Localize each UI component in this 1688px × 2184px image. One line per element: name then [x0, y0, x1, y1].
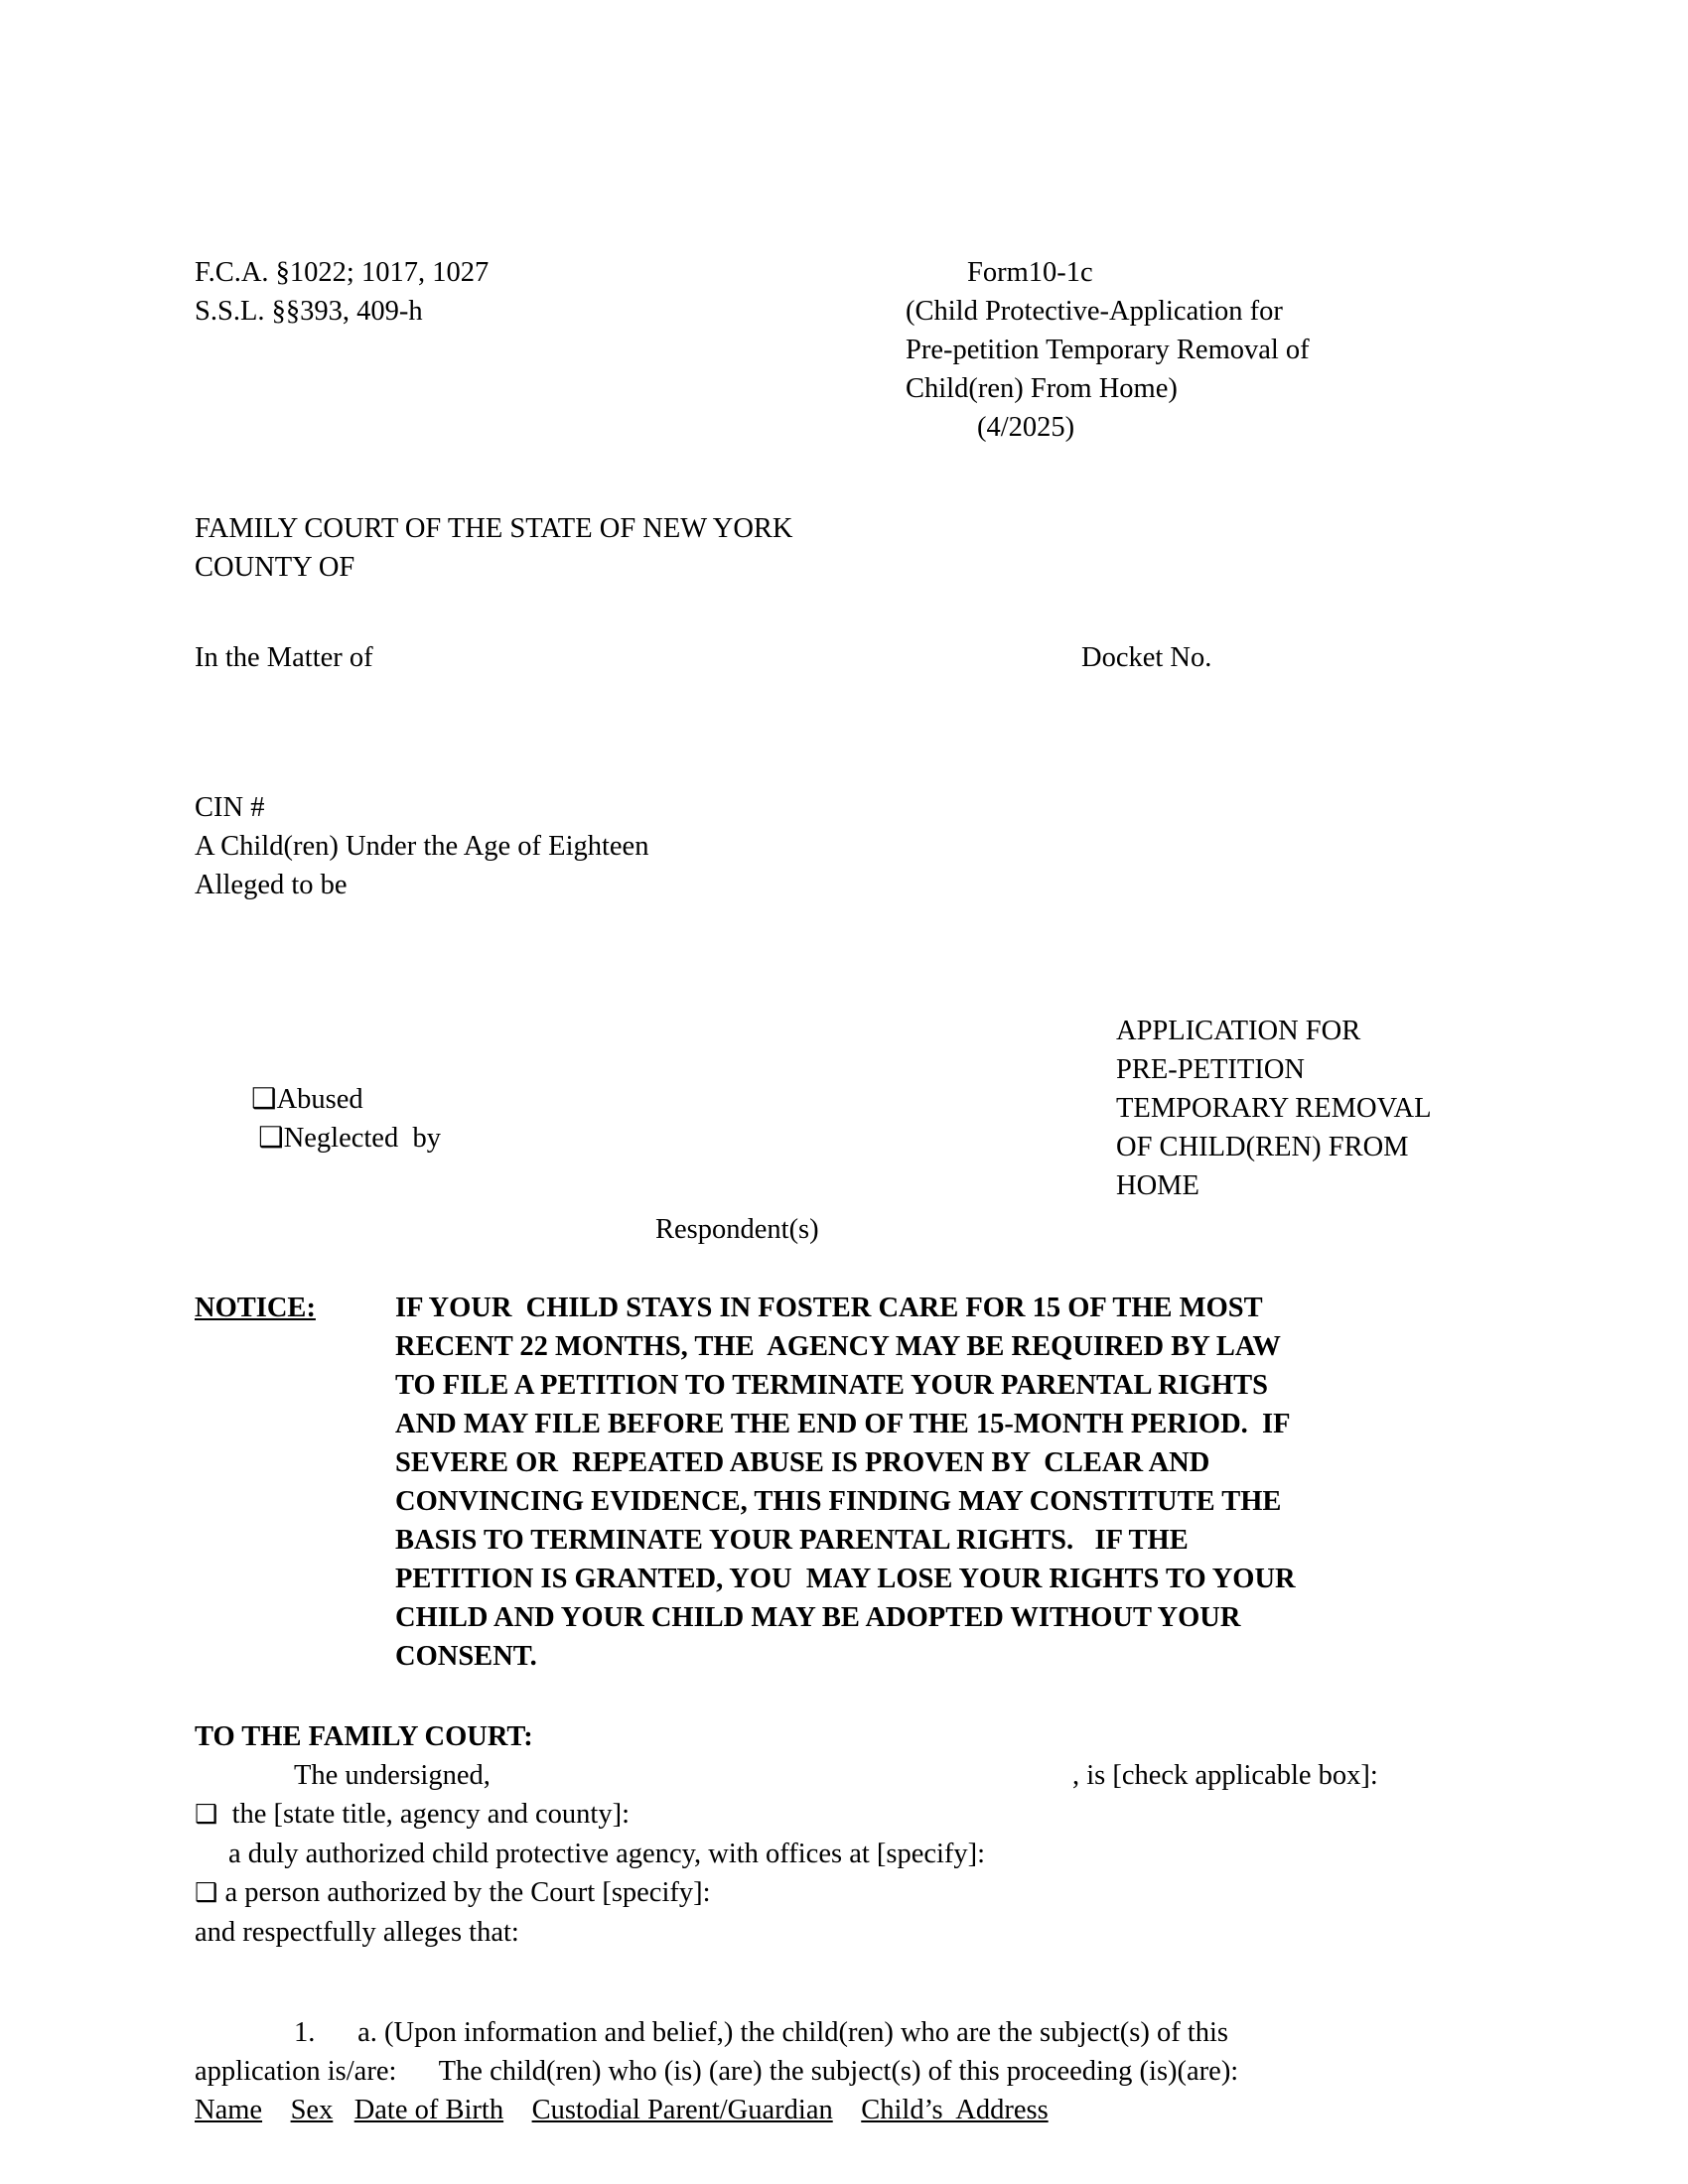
undersigned-label: The undersigned,: [294, 1760, 491, 1791]
notice-line: RECENT 22 MONTHS, THE AGENCY MAY BE REQUIRED BY LAW: [395, 1331, 1281, 1362]
application-title-line-4: OF CHILD(REN) FROM: [1116, 1132, 1409, 1162]
option-1-sub-label: a duly authorized child protective agency, with offices at [specify]:: [228, 1839, 986, 1869]
notice-label: NOTICE:: [195, 1293, 316, 1323]
child-under-age-line: A Child(ren) Under the Age of Eighteen: [195, 831, 649, 862]
county-label: COUNTY OF: [195, 552, 355, 583]
column-header-date-of-birth: Date of Birth: [353, 2095, 504, 2125]
alleged-to-be-line: Alleged to be: [195, 870, 348, 900]
form-identification: [906, 253, 1481, 447]
form-description-line-3: Child(ren) From Home): [906, 373, 1178, 404]
form-description-line-1: (Child Protective-Application for: [906, 296, 1283, 327]
application-title: [1116, 1012, 1493, 1205]
neglected-label: Neglected: [283, 1123, 399, 1154]
form-number: Form10-1c: [967, 257, 1093, 288]
application-title-line-2: PRE-PETITION: [1116, 1054, 1305, 1085]
check-applicable-box-label: , is [check applicable box]:: [1072, 1760, 1378, 1791]
notice-line: CHILD AND YOUR CHILD MAY BE ADOPTED WITHOUT YOUR: [395, 1602, 1241, 1633]
form-sheet: [195, 253, 1476, 2129]
by-label: by: [412, 1123, 441, 1154]
option-2-checkbox[interactable]: ❑: [195, 1878, 218, 1908]
in-the-matter-of-label: In the Matter of: [195, 642, 373, 673]
allegation-and-title-row: [195, 1012, 1476, 1206]
statute-line-fca: F.C.A. §1022; 1017, 1027: [195, 257, 490, 288]
alleges-line: and respectfully alleges that:: [195, 1917, 519, 1948]
notice-line: BASIS TO TERMINATE YOUR PARENTAL RIGHTS. IF THE: [395, 1525, 1189, 1556]
notice-line: CONVINCING EVIDENCE, THIS FINDING MAY CONSTITUTE THE: [395, 1486, 1282, 1517]
notice-line: TO FILE A PETITION TO TERMINATE YOUR PARENTAL RIGHTS: [395, 1370, 1268, 1401]
column-header-childs-address: Child’s Address: [861, 2095, 1049, 2125]
notice-line: IF YOUR CHILD STAYS IN FOSTER CARE FOR 15 OF THE MOST: [395, 1293, 1263, 1323]
neglected-checkbox[interactable]: ❑: [258, 1123, 284, 1154]
form-description-line-2: Pre-petition Temporary Removal of: [906, 335, 1310, 365]
notice-line: CONSENT.: [395, 1641, 537, 1672]
application-title-line-1: APPLICATION FOR: [1116, 1016, 1361, 1046]
option-1-label: the [state title, agency and county]:: [231, 1799, 630, 1830]
notice-line: PETITION IS GRANTED, YOU MAY LOSE YOUR RIGHTS TO YOUR: [395, 1564, 1296, 1594]
court-name: FAMILY COURT OF THE STATE OF NEW YORK: [195, 513, 793, 544]
form-revision-date: (4/2025): [977, 412, 1075, 443]
form-header: [195, 253, 1476, 452]
item-1-subjects-text: The child(ren) who (is) (are) the subject(s) of this proceeding (is)(are):: [438, 2056, 1239, 2087]
application-title-line-5: HOME: [1116, 1170, 1199, 1201]
column-header-custodial-parent-guardian: Custodial Parent/Guardian: [531, 2095, 833, 2125]
option-1-checkbox[interactable]: ❑: [195, 1800, 218, 1830]
item-1-number: 1.: [294, 2017, 316, 2048]
notice-block: [195, 1289, 1476, 1676]
column-header-sex: Sex: [290, 2095, 334, 2125]
court-caption: [195, 509, 1476, 587]
item-1-text: a. (Upon information and belief,) the child(ren) who are the subject(s) of this: [357, 2017, 1229, 2048]
notice-line: AND MAY FILE BEFORE THE END OF THE 15-MONTH PERIOD. IF: [395, 1409, 1291, 1439]
option-2-label: a person authorized by the Court [specify]:: [224, 1877, 711, 1908]
column-header-name: Name: [195, 2095, 263, 2125]
item-1-line-2: [195, 2052, 1476, 2091]
abused-checkbox[interactable]: ❑: [251, 1084, 277, 1115]
statute-citations: [195, 253, 790, 331]
child-identification-block: [195, 788, 1476, 904]
to-the-family-court-heading: TO THE FAMILY COURT:: [195, 1721, 533, 1752]
cin-label: CIN #: [195, 792, 265, 823]
undersigned-row: [195, 1756, 1476, 1795]
statute-line-ssl: S.S.L. §§393, 409-h: [195, 296, 423, 327]
child-table-column-headers: [195, 2091, 1476, 2129]
respondents-label: Respondent(s): [655, 1214, 819, 1245]
docket-number-label: Docket No.: [1081, 642, 1212, 673]
option-1-row: [195, 1795, 1476, 1835]
allegation-checkboxes: [195, 1041, 441, 1196]
matter-docket-row: [195, 638, 1476, 677]
item-1-block: [195, 2013, 1476, 2129]
abused-label: Abused: [276, 1084, 363, 1115]
item-1-application-label: application is/are:: [195, 2056, 397, 2087]
item-1-line-1: [195, 2013, 1476, 2052]
application-title-line-3: TEMPORARY REMOVAL: [1116, 1093, 1432, 1124]
notice-body: [195, 1289, 1476, 1676]
option-2-row: [195, 1873, 1476, 1913]
notice-line: SEVERE OR REPEATED ABUSE IS PROVEN BY CLEAR AND: [395, 1447, 1210, 1478]
